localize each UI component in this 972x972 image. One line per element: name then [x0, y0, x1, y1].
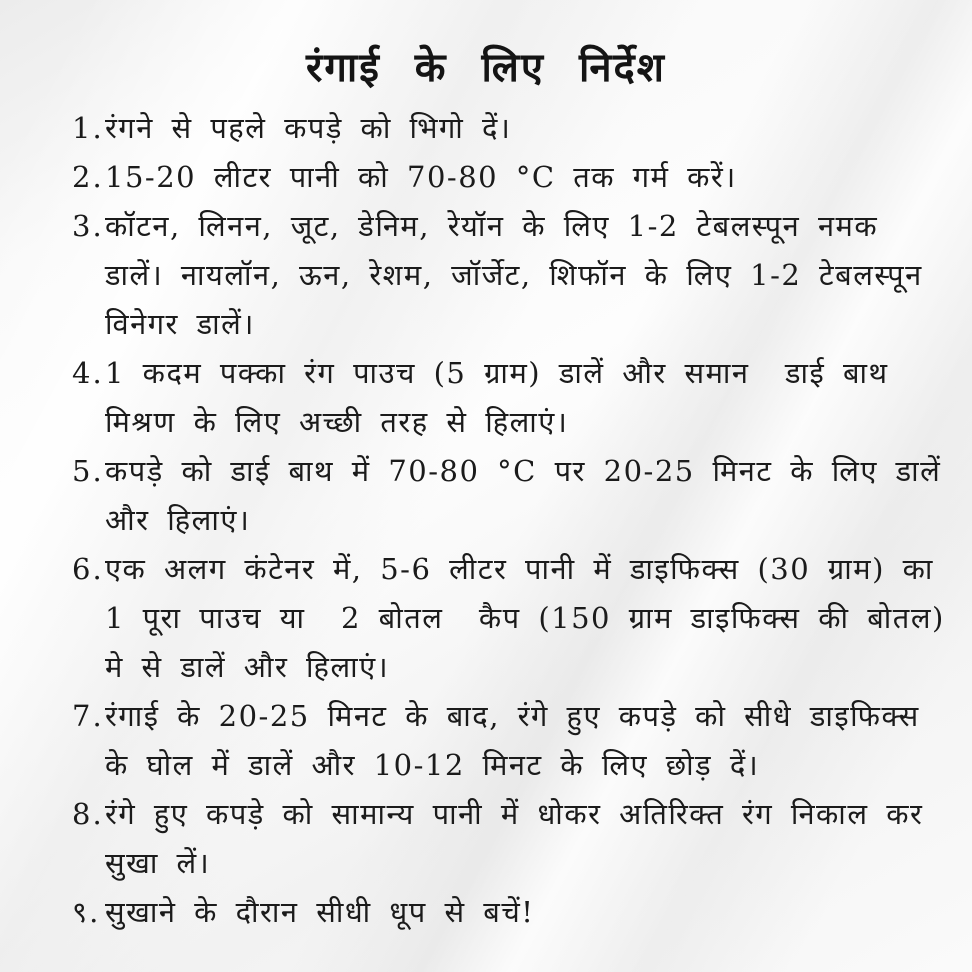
- item-number-2: 2.: [72, 160, 104, 194]
- instruction-item-4: [72, 349, 932, 447]
- instruction-item-5: [72, 447, 942, 545]
- instruction-item-7: [72, 692, 932, 790]
- instruction-line: कॉटन, लिनन, जूट, डेनिम, रेयॉन के लिए 1-2 टेबलस्पून नमक: [105, 209, 879, 243]
- item-number-9: ९.: [72, 895, 101, 929]
- instruction-item-1: [72, 104, 932, 153]
- instruction-line: मिश्रण के लिए अच्छी तरह से हिलाएं।: [105, 405, 569, 439]
- instruction-item-9: [72, 888, 932, 937]
- instruction-line: और हिलाएं।: [105, 503, 251, 537]
- item-number-4: 4.: [72, 356, 104, 390]
- page-title: रंगाई के लिए निर्देश: [306, 44, 666, 91]
- instruction-line: कपड़े को डाई बाथ में 70-80 °C पर 20-25 मिनट के लिए डालें: [105, 454, 942, 488]
- instruction-line: सुखा लें।: [105, 846, 211, 880]
- instruction-item-6: [72, 545, 945, 692]
- instruction-line: के घोल में डालें और 10-12 मिनट के लिए छोड़ दें।: [105, 748, 760, 782]
- item-number-1: 1.: [72, 111, 104, 145]
- instruction-line: सुखाने के दौरान सीधी धूप से बचें!: [105, 895, 535, 929]
- instruction-line: 1 कदम पक्का रंग पाउच (5 ग्राम) डालें और समान डाई बाथ: [105, 356, 889, 390]
- instruction-line: रंगे हुए कपड़े को सामान्य पानी में धोकर अतिरिक्त रंग निकाल कर: [105, 797, 924, 831]
- instruction-item-8: [72, 790, 932, 888]
- instruction-line: रंगने से पहले कपड़े को भिगो दें।: [105, 111, 512, 145]
- instruction-item-3: [72, 202, 932, 349]
- item-number-3: 3.: [72, 209, 104, 243]
- instruction-line: मे से डालें और हिलाएं।: [105, 650, 390, 684]
- instruction-line: 1 पूरा पाउच या 2 बोतल कैप (150 ग्राम डाइफिक्स की बोतल): [105, 601, 945, 635]
- instruction-list: [72, 104, 945, 937]
- instruction-line: रंगाई के 20-25 मिनट के बाद, रंगे हुए कपड़े को सीधे डाइफिक्स: [105, 699, 920, 733]
- item-number-6: 6.: [72, 552, 104, 586]
- item-number-8: 8.: [72, 797, 104, 831]
- instruction-line: डालें। नायलॉन, ऊन, रेशम, जॉर्जेट, शिफॉन के लिए 1-2 टेबलस्पून: [105, 258, 923, 292]
- item-number-7: 7.: [72, 699, 104, 733]
- instruction-line: 15-20 लीटर पानी को 70-80 °C तक गर्म करें।: [105, 160, 737, 194]
- instruction-line: एक अलग कंटेनर में, 5-6 लीटर पानी में डाइफिक्स (30 ग्राम) का: [105, 552, 934, 586]
- item-number-5: 5.: [72, 454, 104, 488]
- instruction-item-2: [72, 153, 932, 202]
- instruction-line: विनेगर डालें।: [105, 307, 255, 341]
